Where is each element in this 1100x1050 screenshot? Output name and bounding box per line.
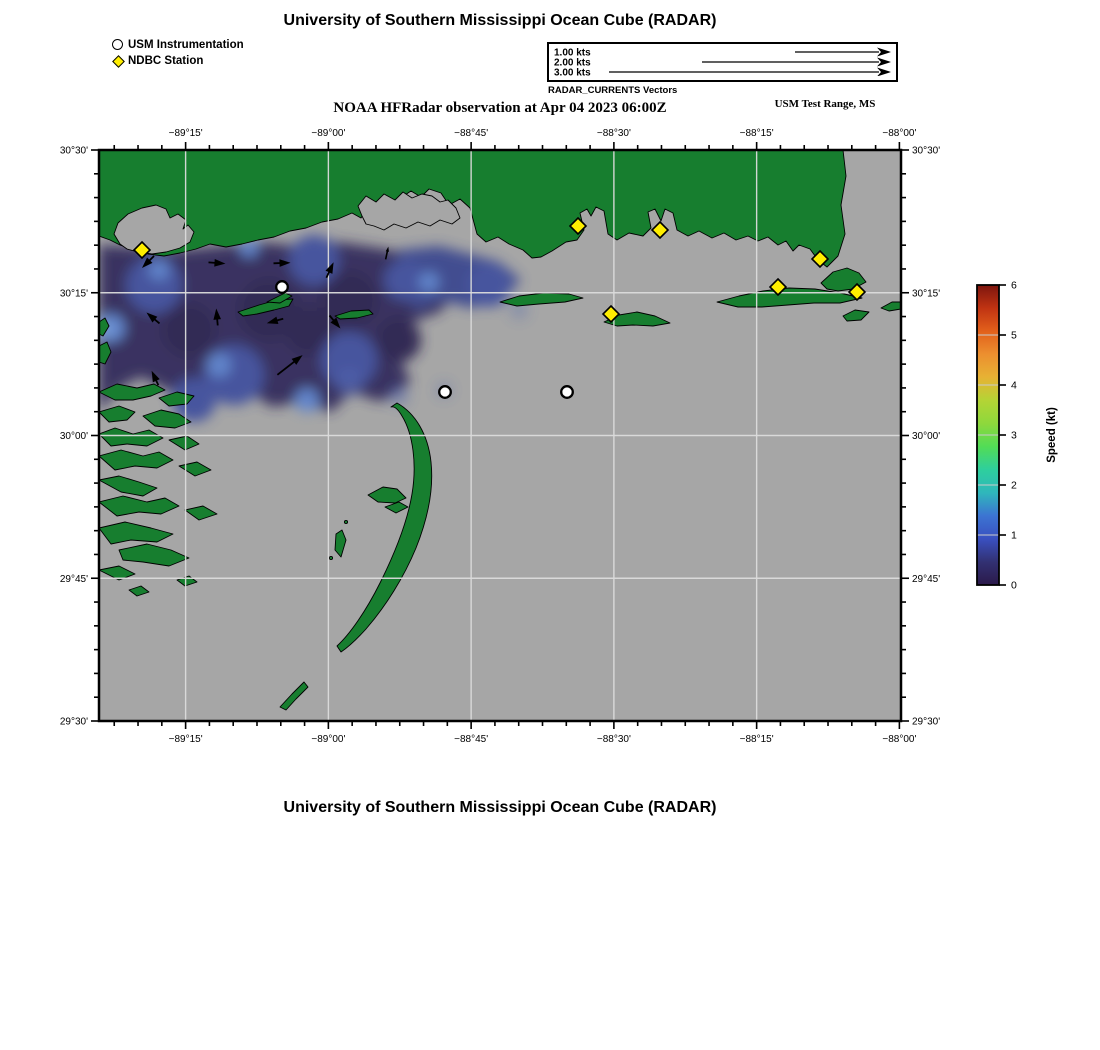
ndbc-legend-label: NDBC Station xyxy=(128,55,204,67)
axis-tick-label: −88°15' xyxy=(739,734,774,745)
map-plot xyxy=(60,120,960,765)
axis-tick-label: 29°45' xyxy=(60,573,88,585)
range-label: USM Test Range, MS xyxy=(774,98,876,110)
vector-scale-arrowhead-icon xyxy=(877,68,891,77)
axis-tick-label: −89°15' xyxy=(168,734,203,745)
axis-tick-label: −89°00' xyxy=(311,128,346,139)
axis-tick-label: 30°30' xyxy=(912,145,941,157)
vector-scale-arrowhead-icon xyxy=(877,58,891,67)
bottom-title: University of Southern Mississippi Ocean Cube (RADAR) xyxy=(283,799,717,816)
vector-scale-label: 1.00 kts xyxy=(554,47,591,59)
axis-tick-label: 30°00' xyxy=(60,431,88,442)
axis-tick-label: 30°00' xyxy=(912,431,941,442)
colorbar-tick-label: 5 xyxy=(1011,329,1017,342)
vector-scale-label: 3.00 kts xyxy=(554,67,591,76)
colorbar-tick-label: 6 xyxy=(1011,280,1017,292)
axis-tick-label: 29°30' xyxy=(912,716,941,728)
axis-tick-label: −88°30' xyxy=(596,734,631,745)
axis-tick-label: −88°00' xyxy=(882,734,917,745)
axis-tick-label: −88°15' xyxy=(739,128,774,139)
vector-scale-label: 2.00 kts xyxy=(554,57,591,69)
axis-tick-label: −89°15' xyxy=(168,128,203,139)
usm-legend-label: USM Instrumentation xyxy=(128,39,244,51)
observation-subtitle: NOAA HFRadar observation at Apr 04 2023 06:00Z xyxy=(333,100,667,116)
colorbar-tick-label: 3 xyxy=(1011,429,1017,442)
axis-tick-label: 30°30' xyxy=(60,145,88,157)
axis-tick-label: −88°30' xyxy=(596,128,631,139)
usm-station-marker xyxy=(561,386,573,398)
ndbc-diamond-icon xyxy=(110,53,126,69)
usm-circle-icon xyxy=(110,37,126,53)
colorbar-tick-label: 2 xyxy=(1011,479,1017,492)
usm-station-marker xyxy=(439,386,451,398)
axis-tick-label: −89°00' xyxy=(311,734,346,745)
axis-tick-label: −88°00' xyxy=(882,128,917,139)
usm-station-marker xyxy=(276,281,288,293)
axis-tick-label: 29°30' xyxy=(60,716,88,728)
vector-scale-box xyxy=(547,42,898,82)
vector-scale-arrowhead-icon xyxy=(877,48,891,57)
vector-scale-arrows xyxy=(549,44,892,76)
axis-tick-label: −88°45' xyxy=(454,734,489,745)
colorbar xyxy=(975,280,1100,600)
axis-tick-label: −88°45' xyxy=(454,128,489,139)
marker-legend xyxy=(110,37,244,69)
axis-tick-label: 30°15' xyxy=(60,288,88,300)
axis-tick-label: 29°45' xyxy=(912,573,941,585)
colorbar-tick-label: 1 xyxy=(1011,529,1017,542)
axis-tick-label: 30°15' xyxy=(912,288,941,300)
vector-scale-caption: RADAR_CURRENTS Vectors xyxy=(548,85,678,96)
colorbar-label: Speed (kt) xyxy=(1046,407,1058,463)
legend-row-ndbc xyxy=(110,53,244,69)
colorbar-tick-label: 4 xyxy=(1011,379,1017,392)
page-title: University of Southern Mississippi Ocean Cube (RADAR) xyxy=(283,12,717,29)
legend-row-usm xyxy=(110,37,244,53)
colorbar-tick-label: 0 xyxy=(1011,579,1017,592)
